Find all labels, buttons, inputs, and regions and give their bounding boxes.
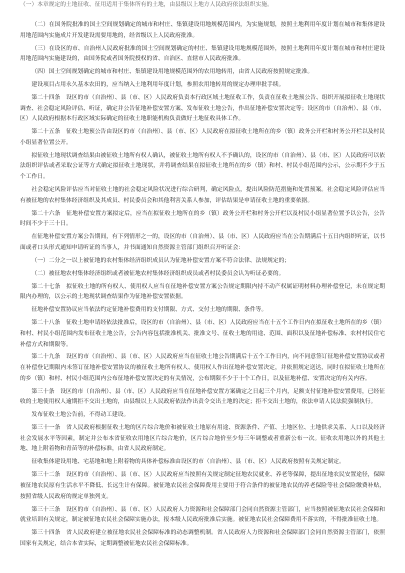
- paragraph: 社会稳定风险评估应当对征收土地的社会稳定风险状况进行综合研判，确定风险点，提出风险防范措施和处置预案。社会稳定风险评估应当有被征地的农村集体经济组织及其成员、村民委员会和其他利害关系人参加，评估结果是申请征收土地的重要依据。: [20, 187, 385, 204]
- paragraph: 第二十九条 设区的市（自治州）、县（市、区）人民政府应当在征收土地公告期满后十五个工作日内，向不同意签订征地补偿安置协议或者在补偿登记期限内未签订征地补偿安置协议的被征收土地所有权人、使用权人作出征地补偿安置决定，并依照规定送达，同时在拟征收土地所在的乡（镇）和村、村民小组范围内公布征地补偿安置决定的有关情况，公布期限不少于十个工作日，以及征地补偿、安置决定的有关内容。: [20, 354, 385, 382]
- paragraph: 第三十条 设区的市（自治州）、县（市、区）人民政府应当在征地补偿安置方案确定之日起三个月内，足额支付征地补偿安置费用，已经征收的土地使用权人逾期拒不交出土地的，由县级以上人民政府依法作出责令交出土地的决定；拒不交出土地的，依法申请人民法院强制执行。: [20, 388, 385, 406]
- document-body: [20, 20, 385, 549]
- paragraph: 第三十一条 省人民政府根据征收土地的区片综合地价和被征收土地原有用途、资源条件、产值、土地区位、土地供求关系、人口以及经济社会发展水平等因素，制定并公布本省征收农用地区片综合地价，区片综合地价至少每三年调整或者重新公布一次。征收农用地以外的其他土地、地上附着物和青苗等的补偿标准，由省人民政府制定。: [20, 425, 385, 453]
- paragraph: 拟征收土地现状调查结果由被征收土地所有权人确认，被征收土地所有权人不予确认的，设区的市（自治州）、县（市、区）人民政府可以依法组织评估或者采取公证等方式确定拟征收土地现状，并将调查结果在拟征收土地所在的乡（镇）和村、村民小组范围内公示，公示期不少于五个工作日。: [20, 152, 385, 181]
- paragraph: 第三十二条 设区的市（自治州）、县（市、区）人民政府应当按照有关规定制定征地农民就业、养老等保障，提出征地农民安置途径，保障被征地农民原有生活水平不降低、长远生计有保障。被征地农民社会保障费用主要用于符合条件的被征地农民的养老保险等社会保险缴费补贴，按照省级人民政府的规定单独列支。: [20, 472, 385, 500]
- paragraph: （四）国土空间规划确定的城市和村庄、集镇建设用地规模范围外的农用地转用，由省人民政府按照规定批准。: [31, 69, 314, 76]
- paragraph: 第二十八条 征收土地申请经依法批准后，设区的市（自治州）、县（市、区）人民政府应当在十五个工作日内在拟征收土地所在的乡（镇）和村、村民小组范围内发布征收土地公告，公告内容包括批准机关、批准文号、征收土地的用途、范围、面积以及征地补偿标准、农村村民住宅补偿方式和期限等。: [20, 320, 385, 348]
- paragraph: 建设项目占用永久基本农田的，应当纳入土地利用年度计划，参照农用地转用的规定办理审批手续。: [31, 82, 285, 89]
- paragraph: （三）在设区的市、自治州人民政府批准的国土空间规划确定的村庄、集镇建设用地规模范围外，按照土地利用年度计划在城市和村庄建设用地范围内实施建设的，由国务院或者国务院授权的省、自治区、直辖市人民政府批准。: [20, 45, 385, 63]
- paragraph: 第三十三条 设区的市（自治州）、县（市、区）人民政府人力资源和社会保障部门会同自然资源主管部门，应当按照被征地农民社会保障和就业培训有关规定，制定被征地农民社会保障实施办法，报本级人民政府批准后实施。被征地农民社会保障费用不落实的，不得批准征收土地。: [20, 506, 385, 524]
- paragraph: （二）在国务院批准的国土空间规划确定的城市和村庄、集镇建设用地规模范围内，为实施规划，按照土地利用年度计划在城市和集体建设用地范围内实施成片开发建设需要用地的，经省级以上人民政府批准。: [20, 22, 385, 39]
- cut-off-top-text: [20, 0, 385, 18]
- paragraph: 发布征收土地公告前，不得动工建设。: [31, 412, 130, 419]
- paragraph: 第二十六条 征地补偿安置方案拟定后，应当在拟征收土地所在的乡（镇）政务公开栏和村务公开栏以及村民小组显著位置予以公告，公告时间不少于三十日。: [20, 210, 385, 228]
- paragraph: 第二十四条 设区的市（自治州）、县（市、区）人民政府负责本行政区域土地征收工作，负责在征收土地预公告、组织开展拟征收土地现状调查、社会稳定风险评估、听证，确定并公告征地补偿安置方案、发布征收土地公告，作出征地补偿安置决定等；设区的市（自治州）、县（市、区）人民政府根据本行政区域实际确定的征收土地职能机构负责做好土地征收具体工作。: [20, 95, 385, 123]
- paragraph: 第二十七条 拟征收土地的所有权人、使用权人应当在征地补偿安置方案公告规定期限内持不动产权属证明材料办理补偿登记，未在规定期限内办理的，以公示的土地现状调查结果作为征地补偿安置依据。: [20, 283, 385, 301]
- paragraph: 第二十五条 征收土地预公告由设区的市（自治州）、县（市、区）人民政府在拟征收土地所在的乡（镇）政务公开栏和村务公开栏以及村民小组显著位置公开。: [20, 129, 385, 146]
- paragraph: 征收集体建设用地、宅基地和地上附着物的具体补偿标准由设区的市（自治州）、县（市、区）人民政府按照有关规定制定。: [31, 459, 345, 466]
- paragraph: 征地补偿安置协议应当依法约定征地补偿费用的支付期限、方式、交付土地的期限、条件等。: [31, 307, 268, 314]
- cut-off-line: （一）本章规定的土地征收、征用适用于集体所有的土地，由县级以上地方人民政府依法组织实施。: [20, 2, 273, 8]
- paragraph: （一）二分之一以上被征地的农村集体经济组织成员认为征地补偿安置方案不符合法律、法规规定的；: [31, 257, 291, 264]
- paragraph: （二）被征地农村集体经济组织或者被征地农村集体经济组织成员或者村民委员会认为听证必要的。: [31, 270, 285, 277]
- paragraph: 第三十四条 省人民政府建立被征地农民社会保障标准的动态调整机制。省人民政府人力资源和社会保障部门会同自然资源主管部门，依照国家有关规定，结合本省实际，定期调整被征地农民社会保障标准。: [20, 530, 385, 547]
- paragraph: 在征地补偿安置方案公告期间，有下列情形之一的，设区的市（自治州）、县（市、区）人民政府应当在公告期满后十五日内组织听证，以书面或者口头形式通知申请听证的当事人，并书面通知自然资源主管部门组织召开听证会：: [20, 234, 385, 251]
